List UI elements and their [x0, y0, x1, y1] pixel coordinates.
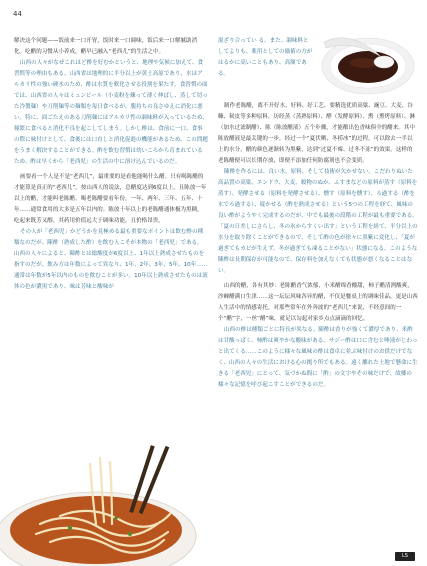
left-column [14, 36, 208, 293]
right-paragraph-1-cn: 制作老陈醋，离不开好水、好料、好工艺。要精选优质高粱、豌豆、大麦、谷糠、麸皮等多种原料，历经蒸（蒸熟原料）、酵（发酵原料）、熏（熏烤原料）、淋（加水过滤制醋）、陈（陈放醋液）五个步骤，才能酿出色香味俱全的醋来。其中陈放醋液是最关键的一步。经过一个“夏伏晒、冬捞冰”的过程，可以除去一半以上的水分，醋的颜色逐渐转为黑紫，达到“过夏不霉、过冬不冻”的效果。这样的老陈醋便可以长期存放，即便不添加任何防腐剂也不会变质。 [218, 103, 416, 164]
right-top-paragraph: 混ざり合ってい る。また、調味料としてよりも、薬用としての価値の方がはるかに高いこともあり、高額である。 [218, 38, 313, 77]
left-paragraph-3-cn: 画要看一个人是不是“老西儿”，最重要的是看他能喝什么醋。只有喝陈醋的才能算是真正的“老西儿”。按山西人的说法，总醋度达到6度以上，且陈放一年以上的醋，才能叫老陈醋。喝老陈醋要看年份，一年、两年、三年、五年、十年……通常食用的大多是五年以内的。陈放十年以上的老陈醋通体极为黑稠，吃起来既芳又醇，其药用价值远大于调味功能，且价格昂贵。 [14, 174, 207, 224]
page-badge: LS [395, 552, 415, 561]
noodle-bowl-photo [0, 444, 202, 566]
vinegar-dish-photo [318, 22, 418, 98]
left-paragraph-1-cn: 解决这个问题——饭前来一口开胃，饭时来一口调味，饭后来一口解腻助消化。吃醋的习惯从小养成，醋早已融入“老西儿”的生活之中。 [14, 38, 198, 55]
page-number: 44 [13, 10, 22, 18]
right-paragraph-2-jp: 陳酢を作るには、良い水、原料、そして技術が欠かせない。こだわりぬいた高品質の高粱、エンドウ、大麦、穀物のぬか、ふすまなどの原料が蒸す（原料を蒸す）、発酵させる（原料を発酵させる）、燻す（原料を燻す）、ろ過する（酢を水でろ過する）、寝かせる（酢を熟成させる）という5つの工程を経て、風味の良い酢がようやく完成するのだが、中でも最後の段階の工程が最も重要である。「夏の日差しにさらし、冬の氷からすくい出す」という工程を経て、半分以上の水分を取り除くことができるので、そして酢の色が徐々に黒紫に変化し、「夏が過ぎてもカビが生えず、冬が過ぎても凍ることがない」状態になる。このような陳酢は長期保存が可能なので、保存料を加えなくても状態が悪くなることはない。 [218, 169, 418, 274]
right-top-text [218, 36, 314, 80]
right-column [218, 101, 418, 391]
left-paragraph-2-jp: 山西の人々がなぜこれほど酢を好むかというと、地理や気候に加えて、食習慣等の理由もある。山西省は地理的に半分以上が黄土高原であり、水はアルカリ性の強い硬水のため、酢は水質を軟化させる役割を果たす。食習慣の面では、山西省の人々はミュンビール（小麦粉を練って薄く伸ばし、蒸して切った冷製麺）や刀削麺等の麺類を毎日食べるが、腹持ちの良さゆえに消化に悪い。特に、面ごたえのある刀削麺にはアルカリ性の調味料が入っているため、頻繁に食べると消化不良を起こしてしまう。しかし酢は、食前に一口、食事の際に味付けとして、食後には口直しと消化促進の機能があるため、この問題をうまく解決することができる。酢を飲む習慣は幼いころから育まれているため、酢は早くから「老西児」の生活の中に溶け込んでいるのだ。 [14, 60, 208, 165]
right-paragraph-4-jp: 山西の酢は種類ごとに特長が異なる。陳酢は香りが強くて濃厚であり、米酢は甘酸っぱく、柿酢は爽やかな酸味がある。サジー酢は口に含むと唾液がじわっと出てくる……このように様々な風味の酢は食卓に並ぶ味付けのお供だけでなく、山西の人々の生活における心の拠り所でもある。遠く離れた土地で懸命に生きる「老西児」にとって、気づかぬ間に「酢」の文字やその味だけで、故郷の様々な記憶を呼び起こすことができるのだ。 [218, 327, 418, 388]
left-paragraph-4-jp: その人が「老西児」かどうかを見極める最も重要なポイントは飲む酢の種類なのだが、陳酢（熟成した酢）を飲む人こそが本物の「老西児」である。山西の人々によると、陳酢とは総酸度が6度以上、1年以上熟成させたものを指すのだが、飲み方は年数によって異なり、1年、2年、3年、5年、10年……通常は年数が5年以内のものを飲むことが多い。10年以上熟成させたものは液体の色が濃黒であり、味は芳味と酸味が [14, 229, 208, 290]
right-paragraph-3-cn: 山西的醋，各有其妙：老陈醋香气浓郁，小米醋绵香酸甜，柿子醋清洌酸爽，沙棘醋满口生津……这一坛坛风味各异的醋，不仅是餐桌上的调味佳品，更是山西人生活中的情感寄托，对那些常年在外奔波的“老西儿”来说，不经意间的一个“醋”字，一丝“醋”味，就足以勾起对家乡点点滴滴的回忆。 [218, 283, 418, 322]
